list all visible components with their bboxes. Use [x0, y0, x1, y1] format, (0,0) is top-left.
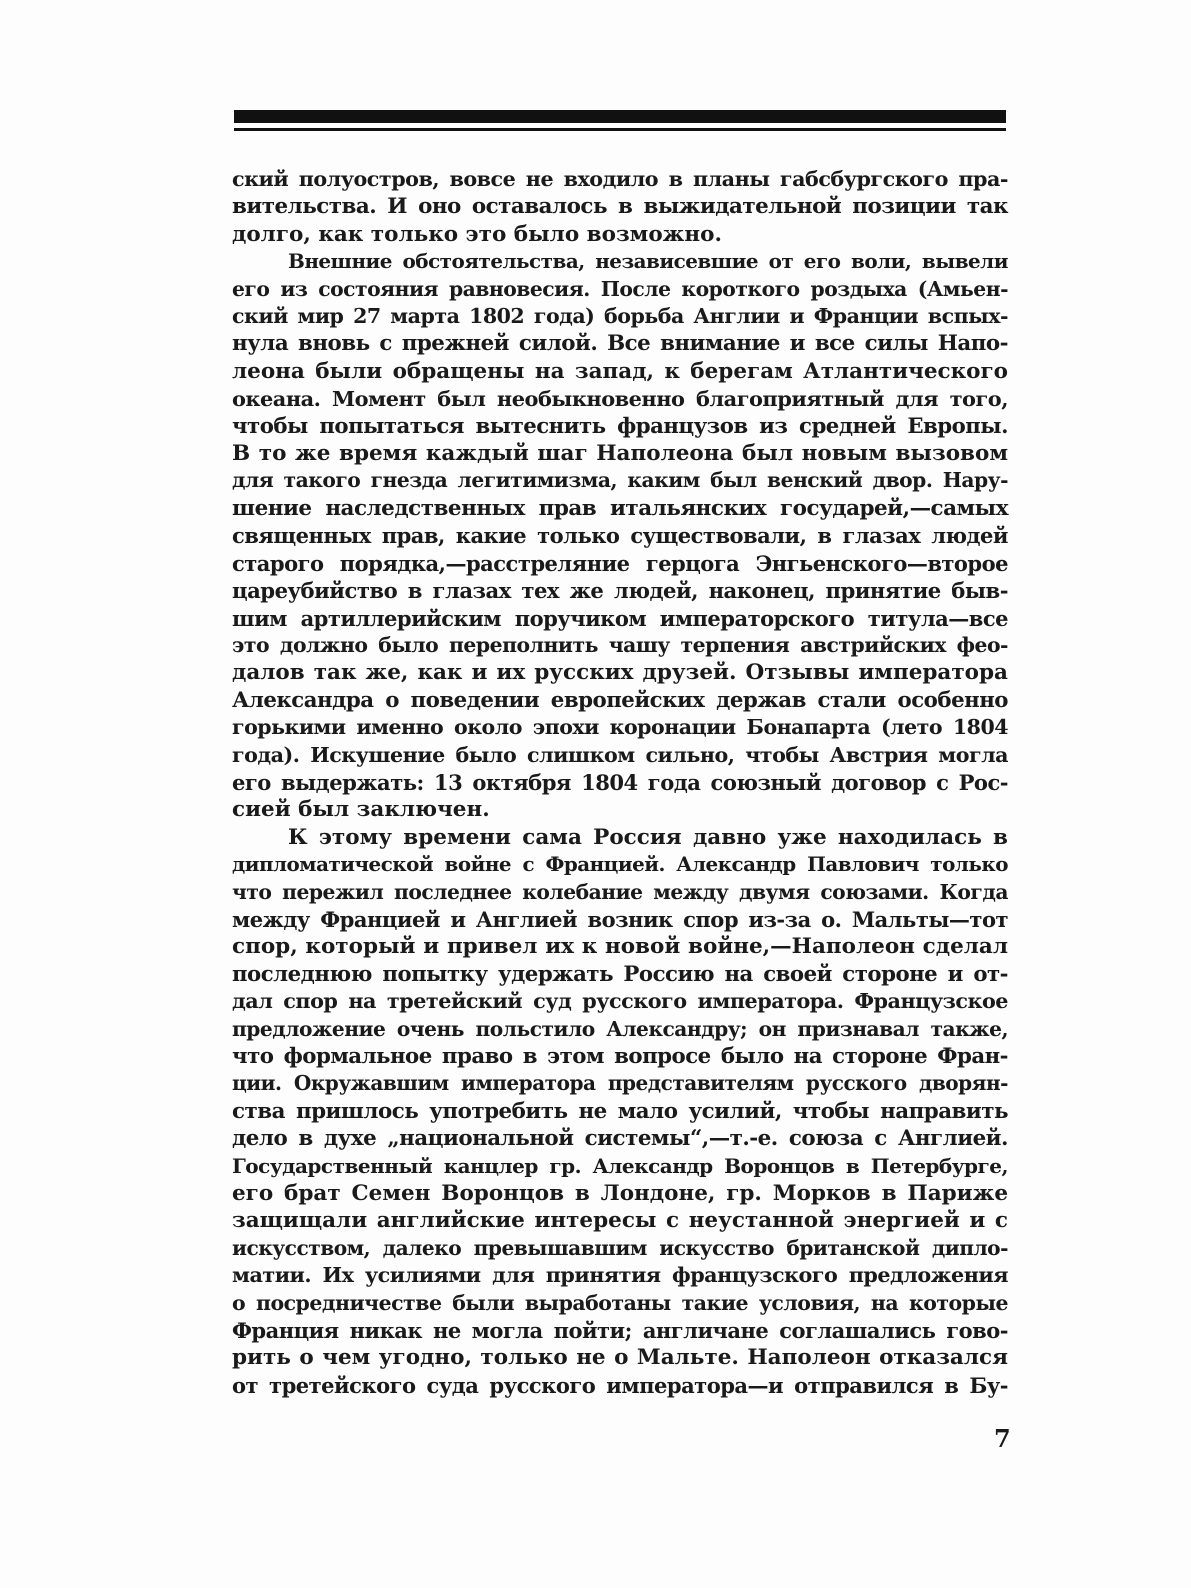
text-line: года). Искушение было слишком сильно, чтобы Австрия могла [232, 742, 1008, 767]
text-line: священных прав, какие только существовали, в глазах людей [232, 523, 1008, 549]
text-line: что формальное право в этом вопросе было на стороне Фран- [232, 1044, 1008, 1069]
text-line: Александра о поведении европейских держав стали особенно [232, 687, 1008, 713]
paragraph-2 [232, 248, 1008, 824]
text-line: его брат Семен Воронцов в Лондоне, гр. Морков в Париже [232, 1181, 1008, 1207]
text-line: ции. Окружавшим императора представителям русского дворян- [232, 1071, 1008, 1096]
header-rule-thin [234, 128, 1006, 131]
text-line: для такого гнезда легитимизма, каким был венский двор. Нару- [232, 468, 1008, 493]
text-line: спор, который и привел их к новой войне,—Наполеон сделал [232, 934, 1008, 960]
paragraph-1 [232, 166, 1008, 248]
text-line: это должно было переполнить чашу терпения австрийских фео- [232, 632, 1008, 657]
text-line: дипломатической войне с Францией. Александр Павлович только [232, 852, 1008, 877]
text-line: последнюю попытку удержать Россию на своей стороне и от- [232, 961, 1008, 987]
text-line: чтобы попытаться вытеснить французов из средней Европы. [232, 413, 1008, 439]
text-line: рить о чем угодно, только не о Мальте. Наполеон отказался [232, 1345, 1008, 1371]
text-line: его выдержать: 13 октября 1804 года союзный договор с Рос- [232, 769, 1008, 795]
text-line: матии. Их усилиями для принятия французского предложения [232, 1263, 1008, 1288]
text-line: от третейского суда русского императора—и отправился в Бу- [232, 1372, 1008, 1398]
text-line: В то же время каждый шаг Наполеона был новым вызовом [232, 441, 1008, 467]
header-rule-thick [234, 110, 1006, 123]
text-line: цареубийство в глазах тех же людей, наконец, принятие быв- [232, 578, 1008, 604]
text-line: старого порядка,—расстреляние герцога Энгьенского—второе [232, 550, 1008, 576]
text-line: о посредничестве были выработаны такие условия, на которые [232, 1290, 1008, 1315]
text-line: долго, как только это было возможно. [232, 221, 722, 247]
text-line: что пережил последнее колебание между двумя союзами. Когда [232, 879, 1008, 904]
text-line: нула вновь с прежней силой. Все внимание и все силы Напо- [232, 331, 1008, 357]
text-line: между Францией и Англией возник спор из-за о. Мальты—тот [232, 906, 1008, 932]
text-line: шим артиллерийским поручиком императорского титула—все [232, 605, 1008, 631]
text-line: сией был заключен. [232, 797, 490, 823]
text-line: Франция никак не могла пойти; англичане соглашались гово- [232, 1318, 1008, 1344]
text-line: дал спор на третейский суд русского императора. Французское [232, 989, 1008, 1014]
text-line: Государственный канцлер гр. Александр Воронцов в Петербурге, [232, 1153, 1008, 1178]
text-line: ский полуостров, вовсе не входило в планы габсбургского пра- [232, 167, 1008, 191]
text-line: искусством, далеко превышавшим искусство британской дипло- [232, 1235, 1008, 1260]
text-line: шение наследственных прав итальянских государей,—самых [232, 495, 1008, 521]
text-line: предложение очень польстило Александру; он признавал также, [232, 1016, 1008, 1041]
text-line: защищали английские интересы с неустанной энергией и с [232, 1208, 1008, 1234]
text-line: далов так же, как и их русских друзей. Отзывы императора [232, 660, 1008, 686]
text-line: леона были обращены на запад, к берегам Атлантического [232, 358, 1008, 384]
text-line: дело в духе „национальной системы“,—т.-е. союза с Англией. [232, 1126, 1008, 1152]
text-line: ства пришлось употребить не мало усилий, чтобы направить [232, 1098, 1008, 1124]
body-text [232, 166, 1008, 1399]
paragraph-3 [232, 824, 1008, 1400]
text-line: океана. Момент был необыкновенно благоприятный для того, [232, 386, 1008, 412]
page-number: 7 [994, 1424, 1011, 1453]
text-line: ский мир 27 марта 1802 года) борьба Англии и Франции вспых- [232, 304, 1008, 329]
text-line: вительства. И оно оставалось в выжидательной позиции так [232, 194, 1008, 220]
text-line: К этому времени сама Россия давно уже находилась в [288, 824, 1008, 850]
text-line: его из состояния равновесия. После короткого роздыха (Амьен- [232, 276, 1008, 301]
text-line: Внешние обстоятельства, независевшие от его воли, вывели [288, 249, 1008, 274]
text-line: горькими именно около эпохи коронации Бонапарта (лето 1804 [232, 715, 1008, 740]
